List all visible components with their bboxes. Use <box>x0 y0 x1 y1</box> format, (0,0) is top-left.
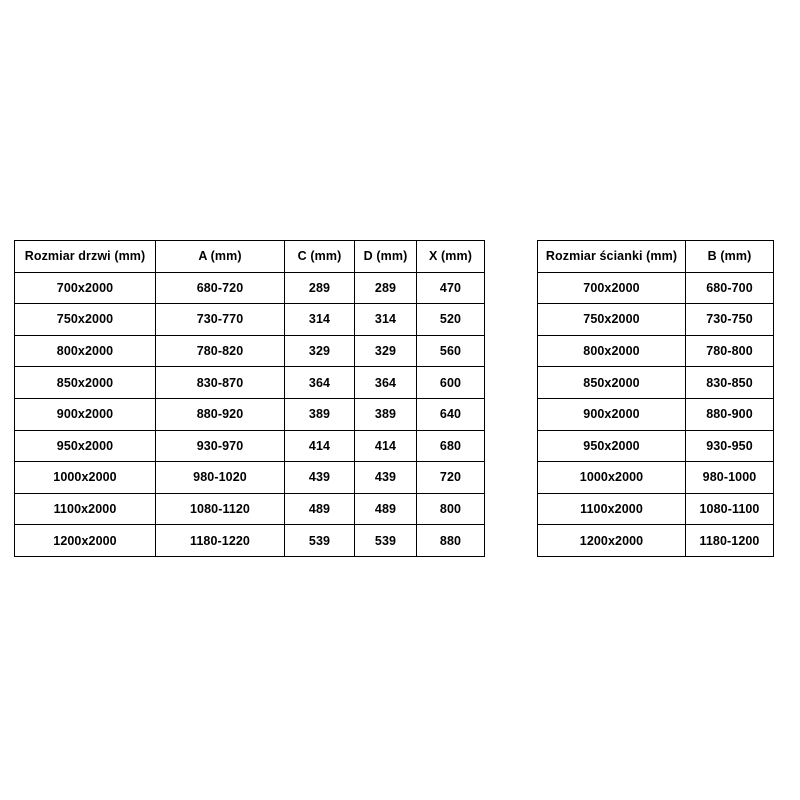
cell-x: 880 <box>417 525 485 557</box>
table-row <box>538 525 774 557</box>
cell-d: 539 <box>355 525 417 557</box>
table-row <box>15 367 485 399</box>
cell-b: 930-950 <box>686 430 774 462</box>
table-row <box>538 335 774 367</box>
cell-wall-size: 800x2000 <box>538 335 686 367</box>
cell-b: 1180-1200 <box>686 525 774 557</box>
table-row <box>15 493 485 525</box>
doors-table <box>14 240 485 557</box>
cell-d: 389 <box>355 398 417 430</box>
cell-x: 470 <box>417 272 485 304</box>
cell-d: 489 <box>355 493 417 525</box>
table-row <box>538 367 774 399</box>
cell-x: 800 <box>417 493 485 525</box>
cell-wall-size: 950x2000 <box>538 430 686 462</box>
cell-b: 830-850 <box>686 367 774 399</box>
cell-d: 364 <box>355 367 417 399</box>
table-row <box>538 462 774 494</box>
cell-x: 680 <box>417 430 485 462</box>
column-header-x: X (mm) <box>417 241 485 273</box>
cell-wall-size: 850x2000 <box>538 367 686 399</box>
column-header-a: A (mm) <box>156 241 285 273</box>
cell-door-size: 800x2000 <box>15 335 156 367</box>
table-row <box>538 493 774 525</box>
cell-door-size: 700x2000 <box>15 272 156 304</box>
table-row <box>538 430 774 462</box>
cell-d: 439 <box>355 462 417 494</box>
table-row <box>538 398 774 430</box>
cell-a: 930-970 <box>156 430 285 462</box>
column-header-wall-size: Rozmiar ścianki (mm) <box>538 241 686 273</box>
cell-d: 289 <box>355 272 417 304</box>
cell-x: 520 <box>417 304 485 336</box>
cell-c: 439 <box>285 462 355 494</box>
cell-a: 830-870 <box>156 367 285 399</box>
cell-c: 364 <box>285 367 355 399</box>
cell-x: 720 <box>417 462 485 494</box>
cell-c: 389 <box>285 398 355 430</box>
table-row <box>15 462 485 494</box>
cell-c: 289 <box>285 272 355 304</box>
cell-c: 314 <box>285 304 355 336</box>
cell-door-size: 900x2000 <box>15 398 156 430</box>
cell-d: 329 <box>355 335 417 367</box>
cell-wall-size: 700x2000 <box>538 272 686 304</box>
cell-c: 329 <box>285 335 355 367</box>
cell-door-size: 850x2000 <box>15 367 156 399</box>
column-header-b: B (mm) <box>686 241 774 273</box>
table-row <box>15 525 485 557</box>
table-header-row <box>538 241 774 273</box>
table-row <box>15 430 485 462</box>
cell-wall-size: 1000x2000 <box>538 462 686 494</box>
cell-b: 730-750 <box>686 304 774 336</box>
table-row <box>15 304 485 336</box>
cell-door-size: 1000x2000 <box>15 462 156 494</box>
cell-d: 314 <box>355 304 417 336</box>
cell-d: 414 <box>355 430 417 462</box>
cell-b: 780-800 <box>686 335 774 367</box>
column-header-door-size: Rozmiar drzwi (mm) <box>15 241 156 273</box>
cell-door-size: 750x2000 <box>15 304 156 336</box>
cell-a: 880-920 <box>156 398 285 430</box>
cell-b: 1080-1100 <box>686 493 774 525</box>
cell-door-size: 1200x2000 <box>15 525 156 557</box>
table-row <box>15 335 485 367</box>
cell-b: 680-700 <box>686 272 774 304</box>
table-header-row <box>15 241 485 273</box>
cell-c: 539 <box>285 525 355 557</box>
cell-x: 560 <box>417 335 485 367</box>
cell-a: 1180-1220 <box>156 525 285 557</box>
cell-x: 640 <box>417 398 485 430</box>
cell-b: 880-900 <box>686 398 774 430</box>
cell-a: 730-770 <box>156 304 285 336</box>
table-row <box>538 272 774 304</box>
cell-a: 680-720 <box>156 272 285 304</box>
cell-door-size: 1100x2000 <box>15 493 156 525</box>
cell-a: 780-820 <box>156 335 285 367</box>
cell-door-size: 950x2000 <box>15 430 156 462</box>
table-row <box>15 398 485 430</box>
table-row <box>15 272 485 304</box>
cell-a: 1080-1120 <box>156 493 285 525</box>
column-header-d: D (mm) <box>355 241 417 273</box>
cell-wall-size: 1100x2000 <box>538 493 686 525</box>
column-header-c: C (mm) <box>285 241 355 273</box>
cell-a: 980-1020 <box>156 462 285 494</box>
cell-wall-size: 750x2000 <box>538 304 686 336</box>
cell-x: 600 <box>417 367 485 399</box>
wall-table <box>537 240 774 557</box>
cell-wall-size: 900x2000 <box>538 398 686 430</box>
table-row <box>538 304 774 336</box>
cell-c: 489 <box>285 493 355 525</box>
cell-b: 980-1000 <box>686 462 774 494</box>
spec-tables-container <box>14 240 786 557</box>
cell-wall-size: 1200x2000 <box>538 525 686 557</box>
cell-c: 414 <box>285 430 355 462</box>
